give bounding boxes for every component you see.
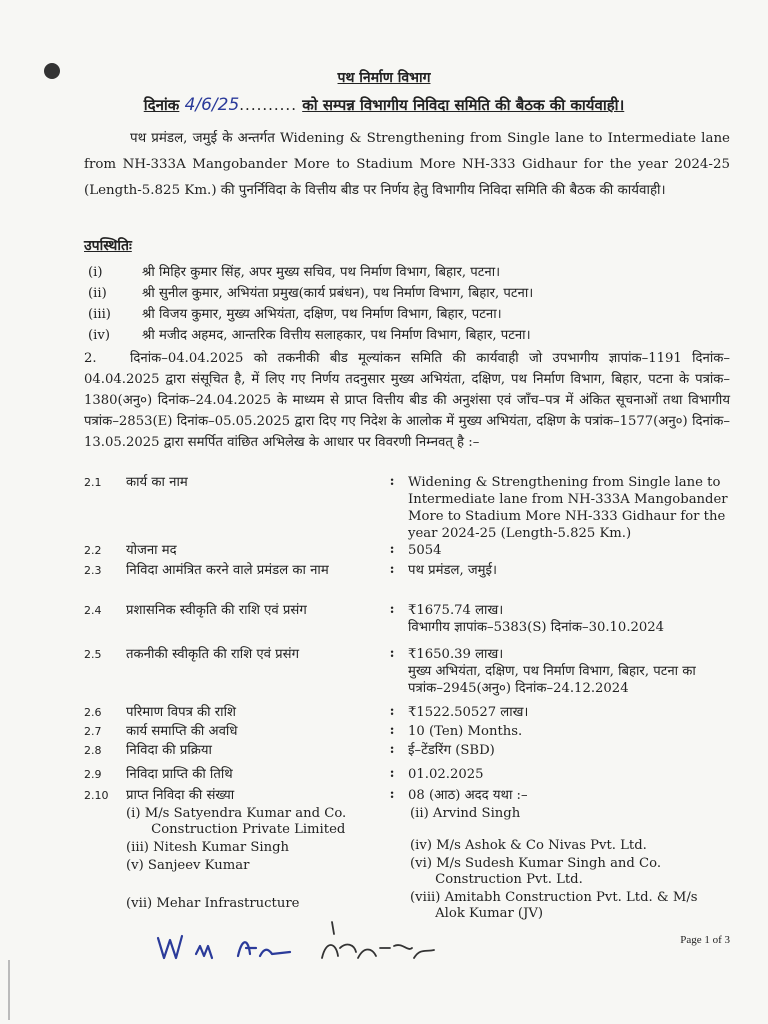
signature-tick <box>332 922 334 934</box>
detail-number: 2.3 <box>84 564 102 577</box>
detail-value: ई–टेंडरिंग (SBD) <box>408 743 495 758</box>
detail-value: ₹1650.39 लाख। मुख्य अभियंता, दक्षिण, पथ निर्माण विभाग, बिहार, पटना का पत्रांक–2945(अनु०) दिनांक–24.12.2024 <box>408 647 696 696</box>
attendance-heading: उपस्थितिः <box>84 238 132 254</box>
detail-value: 5054 <box>408 543 442 558</box>
title-suffix: को सम्पन्न विभागीय निविदा समिति की बैठक की कार्यवाही। <box>302 96 625 114</box>
attendance-list <box>88 262 728 346</box>
detail-colon: : <box>389 723 395 738</box>
detail-number: 2.10 <box>84 789 109 802</box>
attendee-number: (ii) <box>88 286 107 301</box>
detail-value: ₹1522.50527 लाख। <box>408 705 529 720</box>
detail-number: 2.1 <box>84 476 102 489</box>
attendee-number: (i) <box>88 265 103 280</box>
page-number: Page 1 of 3 <box>680 934 730 946</box>
meeting-title <box>0 95 768 115</box>
detail-colon: : <box>389 787 395 802</box>
detail-row <box>84 723 734 740</box>
detail-colon: : <box>389 742 395 757</box>
detail-value: Widening & Strengthening from Single lane to Intermediate lane from NH-333A Mangobander More to Stadium More NH-333 Gidhaur for the year 2024-25 (Length-5.825 Km.) <box>408 475 728 541</box>
department-heading: पथ निर्माण विभाग <box>337 70 431 86</box>
detail-row <box>84 742 734 759</box>
bidder-item: (i) M/s Satyendra Kumar and Co. Construction Private Limited <box>126 806 347 837</box>
detail-row <box>84 474 734 542</box>
detail-number: 2.8 <box>84 744 102 757</box>
detail-label: निविदा प्राप्ति की तिथि <box>126 767 233 782</box>
detail-number: 2.2 <box>84 544 102 557</box>
attendee-number: (iv) <box>88 328 110 343</box>
detail-value: 10 (Ten) Months. <box>408 724 523 739</box>
attendee-number: (iii) <box>88 307 111 322</box>
detail-colon: : <box>389 602 395 617</box>
attendee-row <box>88 262 728 283</box>
signature-2 <box>196 946 212 958</box>
title-dots: .......... <box>239 96 297 114</box>
paragraph-2-text: दिनांक–04.04.2025 को तकनीकी बीड मूल्यांकन समिति की कार्यवाही जो उपभागीय ज्ञापांक–1191 दिनांक–04.04.2025 द्वारा संसूचित है, में लिए गए निर्णय तदनुसार मुख्य अभियंता, दक्षिण, पथ निर्माण विभाग, बिहार, पटना के पत्रांक–1380(अनु०) दिनांक–24.04.2025 के माध्यम से प्राप्त वित्तीय बीड की अनुशंसा एवं जाँच–पत्र में अंकित सूचनाओं तथा विभागीय पत्रांक–2853(E) दिनांक–05.05.2025 द्वारा दिए गए निदेश के आलोक में मुख्य अभियंता, दक्षिण के पत्रांक–1577(अनु०) दिनांक–13.05.2025 द्वारा समर्पित वांछित अभिलेख के आधार पर विवरणी निम्नवत् है :– <box>84 351 730 450</box>
bidder-item: (v) Sanjeev Kumar <box>126 858 250 873</box>
bidder-item: (vii) Mehar Infrastructure <box>126 896 300 911</box>
handwritten-signatures <box>150 918 450 978</box>
detail-row <box>84 542 734 559</box>
detail-label: निविदा की प्रक्रिया <box>126 743 212 758</box>
detail-colon: : <box>389 646 395 661</box>
detail-row <box>84 704 734 721</box>
bidder-item: (vi) M/s Sudesh Kumar Singh and Co. Construction Pvt. Ltd. <box>410 856 662 887</box>
detail-number: 2.5 <box>84 648 102 661</box>
detail-colon: : <box>389 704 395 719</box>
scan-edge-mark <box>8 960 10 1020</box>
detail-colon: : <box>389 766 395 781</box>
detail-label: योजना मद <box>126 543 177 558</box>
bidders-left-column <box>126 806 386 912</box>
detail-label: कार्य का नाम <box>126 475 188 490</box>
bidder-item: (viii) Amitabh Construction Pvt. Ltd. & M/s Alok Kumar (JV) <box>410 890 698 921</box>
signature-1 <box>158 936 182 958</box>
bidder-item: (ii) Arvind Singh <box>410 806 521 821</box>
detail-number: 2.9 <box>84 768 102 781</box>
signature-4-with-date <box>322 945 434 958</box>
detail-colon: : <box>389 562 395 577</box>
attendee-text: श्री मिहिर कुमार सिंह, अपर मुख्य सचिव, पथ निर्माण विभाग, बिहार, पटना। <box>142 265 501 280</box>
detail-number: 2.6 <box>84 706 102 719</box>
intro-paragraph: पथ प्रमंडल, जमुई के अन्तर्गत Widening & Strengthening from Single lane to Intermediate lane from NH-333A Mangobander More to Stadium More NH-333 Gidhaur for the year 2024-25 (Length-5.825 Km.) की पुनर्निविदा के वित्तीय बीड पर निर्णय हेतु विभागीय निविदा समिति की बैठक की कार्यवाही। <box>84 131 730 198</box>
attendee-text: श्री सुनील कुमार, अभियंता प्रमुख(कार्य प्रबंधन), पथ निर्माण विभाग, बिहार, पटना। <box>142 286 534 301</box>
attendee-text: श्री विजय कुमार, मुख्य अभियंता, दक्षिण, पथ निर्माण विभाग, बिहार, पटना। <box>142 307 502 322</box>
bidder-item: (iii) Nitesh Kumar Singh <box>126 840 290 855</box>
detail-number: 2.7 <box>84 725 102 738</box>
bidders-right-column <box>410 806 740 922</box>
detail-colon: : <box>389 474 395 489</box>
detail-row <box>84 646 734 697</box>
detail-row <box>84 602 734 636</box>
attendee-text: श्री मजीद अहमद, आन्तरिक वित्तीय सलाहकार, पथ निर्माण विभाग, बिहार, पटना। <box>142 328 531 343</box>
detail-value: पथ प्रमंडल, जमुई। <box>408 563 498 578</box>
title-prefix: दिनांक <box>143 96 180 114</box>
detail-label: कार्य समाप्ति की अवधि <box>126 724 238 739</box>
detail-value: ₹1675.74 लाख। विभागीय ज्ञापांक–5383(S) दिनांक–30.10.2024 <box>408 603 665 635</box>
detail-label: परिमाण विपत्र की राशि <box>126 705 236 720</box>
detail-colon: : <box>389 542 395 557</box>
detail-number: 2.4 <box>84 604 102 617</box>
attendee-row <box>88 325 728 346</box>
attendee-row <box>88 304 728 325</box>
paragraph-2 <box>84 348 730 453</box>
detail-label: तकनीकी स्वीकृति की राशि एवं प्रसंग <box>126 647 300 662</box>
detail-label: प्रशासनिक स्वीकृति की राशि एवं प्रसंग <box>126 603 307 618</box>
signature-3 <box>238 942 290 956</box>
attendee-row <box>88 283 728 304</box>
detail-row <box>84 787 734 804</box>
handwritten-date: 4/6/25 <box>184 95 240 115</box>
detail-value: 08 (आठ) अदद यथा :– <box>408 788 528 803</box>
detail-row <box>84 766 734 783</box>
detail-value: 01.02.2025 <box>408 767 484 782</box>
detail-label: निविदा आमंत्रित करने वाले प्रमंडल का नाम <box>126 563 329 578</box>
detail-label: प्राप्त निविदा की संख्या <box>126 788 235 803</box>
bidder-item: (iv) M/s Ashok & Co Nivas Pvt. Ltd. <box>410 838 647 853</box>
detail-row <box>84 562 734 579</box>
paragraph-number: 2. <box>84 351 97 366</box>
